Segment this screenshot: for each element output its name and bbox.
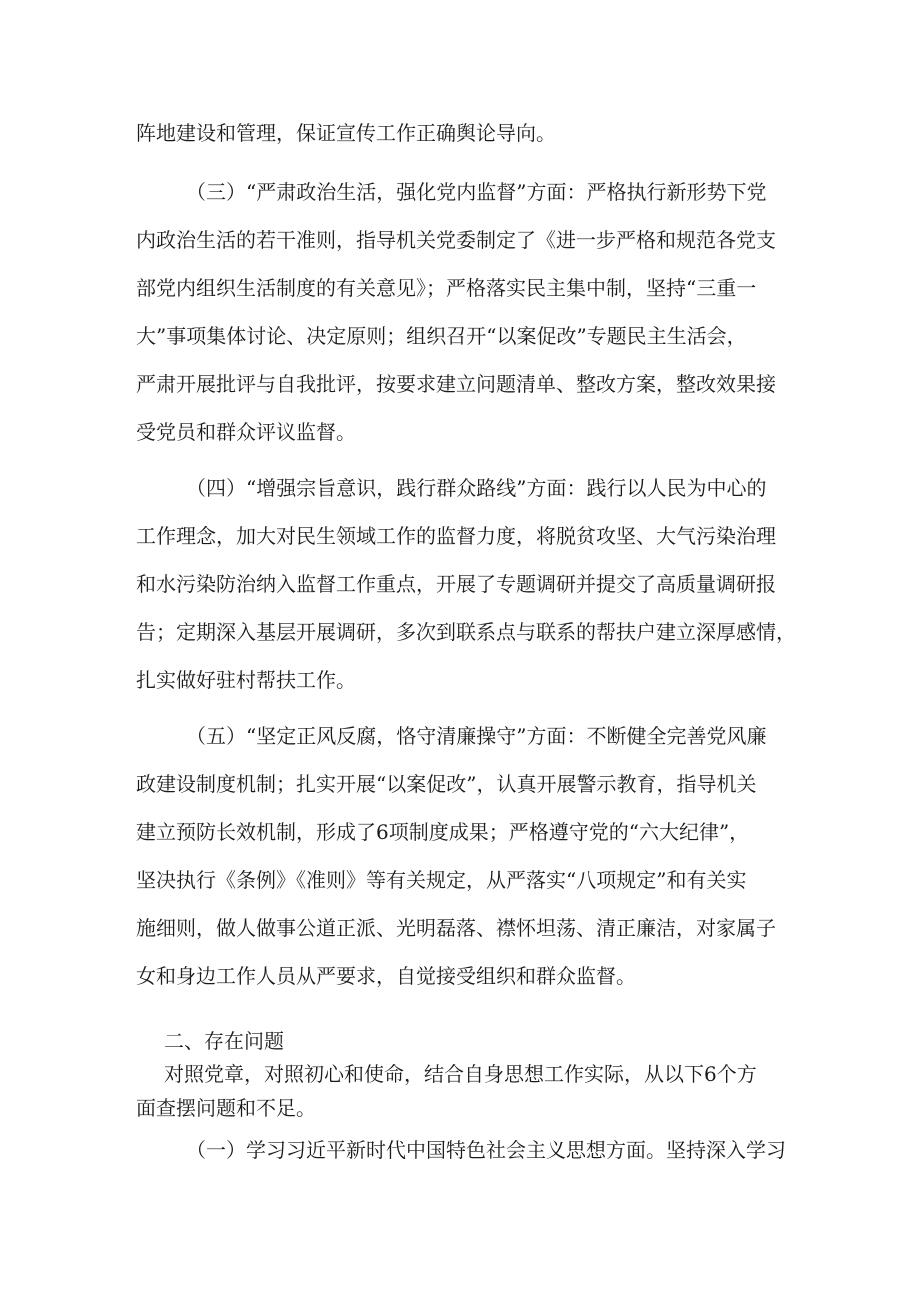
- paragraph-line: 建立预防长效机制，形成了6项制度成果；严格遵守党的“六大纪律”，: [136, 820, 750, 844]
- paragraph-line: 严肃开展批评与自我批评，按要求建立问题清单、整改方案，整改效果接: [136, 372, 776, 396]
- paragraph-line: （三）“严肃政治生活，强化党内监督”方面：严格执行新形势下党: [186, 180, 767, 204]
- section-heading: 二、存在问题: [164, 1029, 284, 1053]
- paragraph-line: 对照党章，对照初心和使命，结合自身思想工作实际，从以下6个方: [164, 1062, 757, 1086]
- paragraph-line: 政建设制度机制；扎实开展“以案促改”，认真开展警示教育，指导机关: [136, 772, 757, 796]
- paragraph-line: （五）“坚定正风反腐，恪守清廉操守”方面：不断健全完善党风廉: [186, 724, 767, 748]
- paragraph-line: 施细则，做人做事公道正派、光明磊落、襟怀坦荡、清正廉洁，对家属子: [136, 916, 776, 940]
- paragraph-line: 大”事项集体讨论、决定原则；组织召开“以案促改”专题民主生活会，: [136, 324, 747, 348]
- paragraph-line: 和水污染防治纳入监督工作重点，开展了专题调研并提交了高质量调研报: [136, 572, 776, 596]
- paragraph-line: 告；定期深入基层开展调研，多次到联系点与联系的帮扶户建立深厚感情，: [136, 620, 796, 644]
- paragraph-line: （一）学习习近平新时代中国特色社会主义思想方面。坚持深入学习: [186, 1138, 786, 1162]
- paragraph-line: 受党员和群众评议监督。: [136, 420, 356, 444]
- paragraph-line: 阵地建设和管理，保证宣传工作正确舆论导向。: [136, 121, 556, 145]
- paragraph-line: 部党内组织生活制度的有关意见》；严格落实民主集中制，坚持“三重一: [136, 276, 757, 300]
- paragraph-line: 坚决执行《条例》《准则》等有关规定，从严落实“八项规定”和有关实: [136, 868, 747, 892]
- paragraph-line: 内政治生活的若干准则，指导机关党委制定了《进一步严格和规范各党支: [136, 228, 776, 252]
- paragraph-line: 扎实做好驻村帮扶工作。: [136, 668, 356, 692]
- paragraph-line: 女和身边工作人员从严要求，自觉接受组织和群众监督。: [136, 964, 636, 988]
- paragraph-line: 工作理念，加大对民生领域工作的监督力度，将脱贫攻坚、大气污染治理: [136, 524, 776, 548]
- paragraph-line: （四）“增强宗旨意识，践行群众路线”方面：践行以人民为中心的: [186, 476, 767, 500]
- paragraph-line: 面查摆问题和不足。: [136, 1096, 316, 1120]
